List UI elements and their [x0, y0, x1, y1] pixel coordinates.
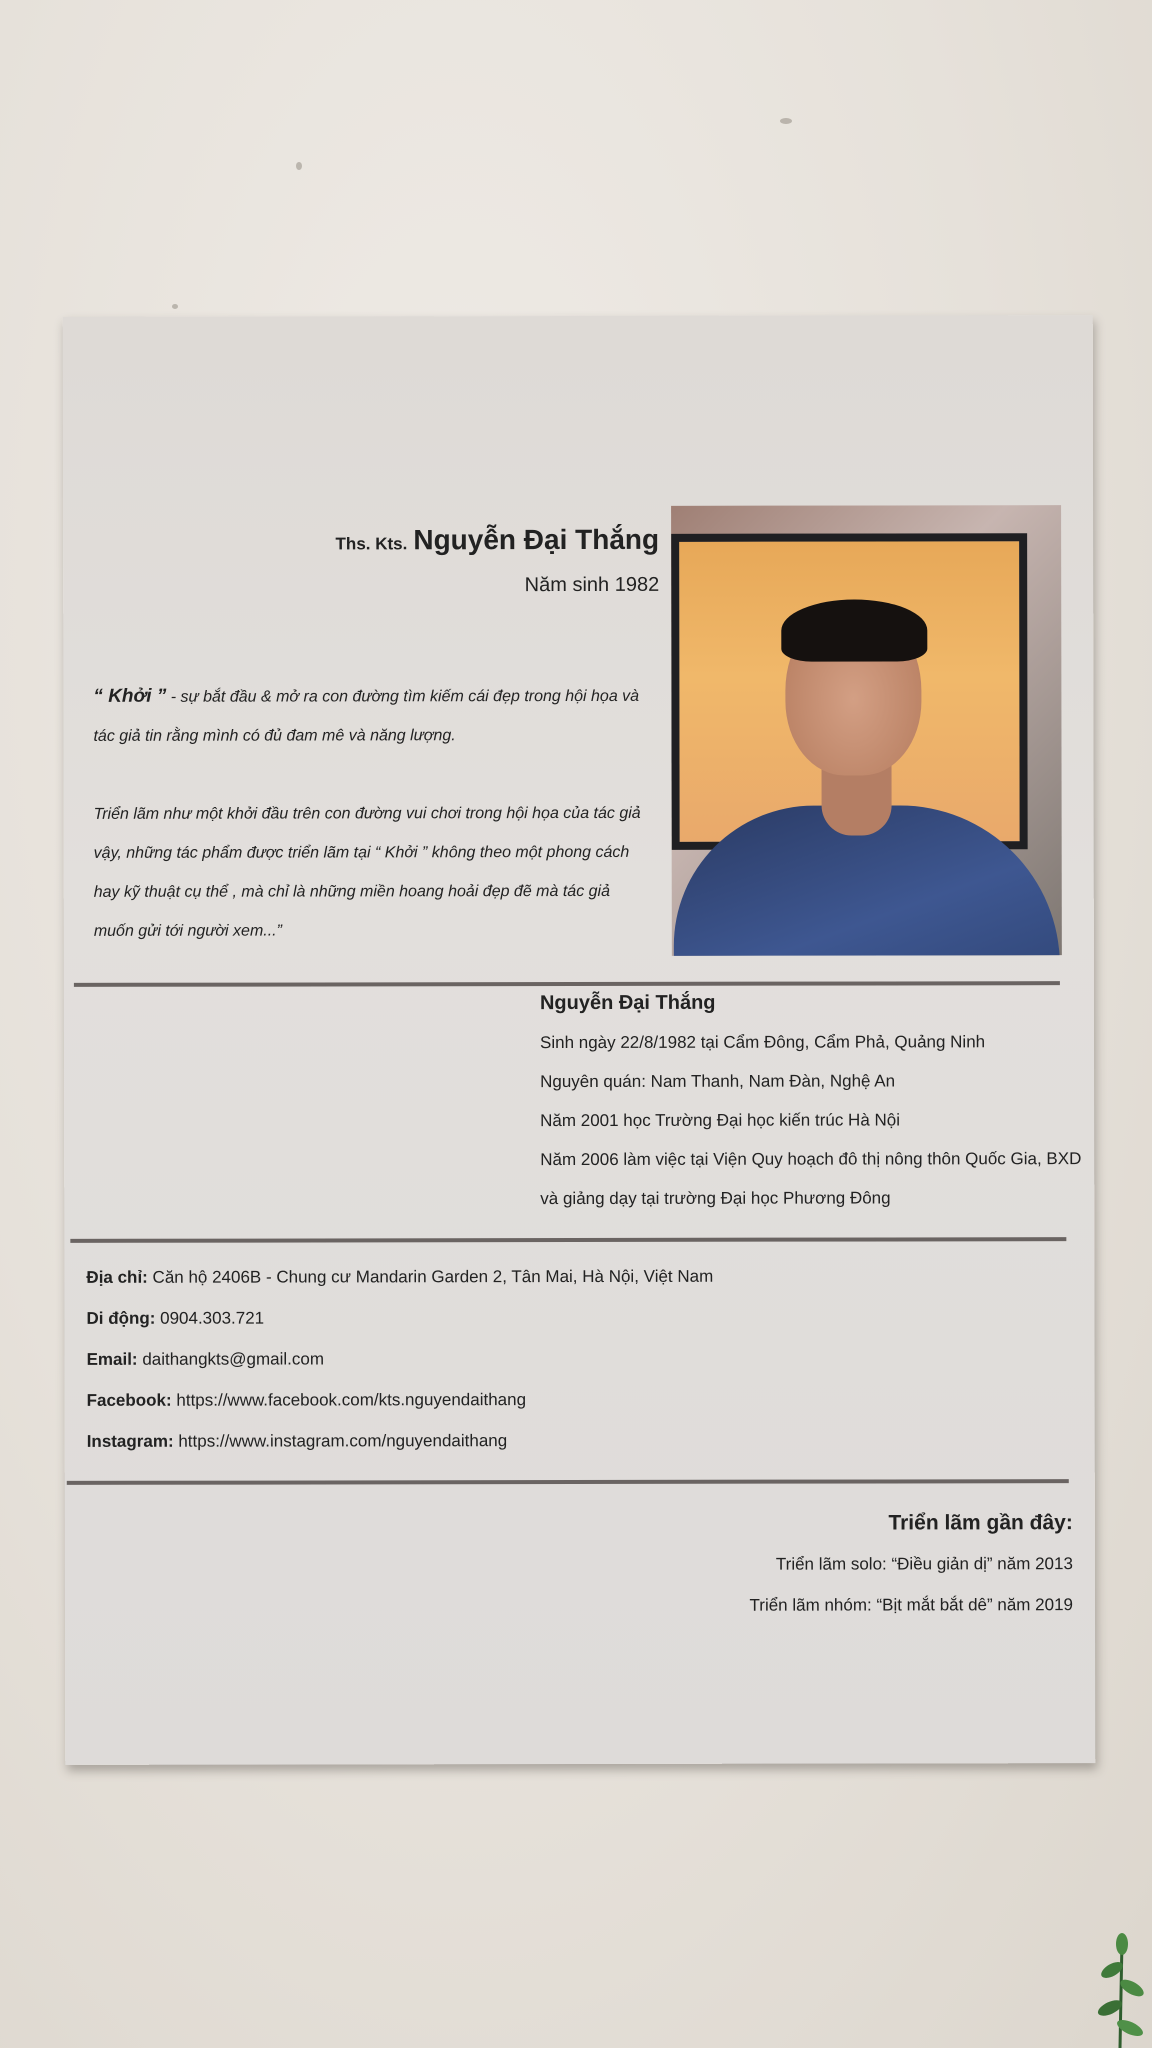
contact-instagram — [87, 1420, 714, 1462]
biography — [540, 991, 1082, 1218]
contact-label: Di động: — [86, 1308, 156, 1328]
contact-info — [86, 1256, 713, 1462]
quote-paragraph-1 — [93, 676, 653, 756]
exhibitions-heading: Triển lãm gần đây: — [888, 1511, 1073, 1535]
artist-title — [336, 524, 660, 557]
recent-exhibitions — [749, 1511, 1073, 1626]
bio-line: Nguyên quán: Nam Thanh, Nam Đàn, Nghệ An — [540, 1071, 896, 1092]
exhibition-quote — [93, 676, 654, 990]
birth-year: Năm sinh 1982 — [524, 573, 660, 597]
contact-label: Địa chỉ: — [86, 1267, 148, 1287]
quote-text-1: - sự bắt đầu & mở ra con đường tìm kiếm cái đẹp trong hội họa và tác giả tin rằng mình có đủ đam mê và năng lượng. — [93, 687, 640, 745]
contact-address — [86, 1256, 713, 1298]
contact-value: 0904.303.721 — [155, 1308, 265, 1328]
contact-label: Facebook: — [86, 1390, 172, 1410]
bio-line: và giảng dạy tại trường Đại học Phương Đông — [540, 1188, 891, 1209]
artist-name-heading: Nguyễn Đại Thắng — [413, 523, 660, 556]
artist-portrait-photo — [671, 505, 1062, 956]
divider-3 — [67, 1479, 1069, 1485]
divider-2 — [70, 1237, 1066, 1243]
wall-speck — [172, 304, 178, 309]
contact-label: Instagram: — [86, 1431, 174, 1451]
wall-speck — [296, 162, 302, 170]
bio-name: Nguyễn Đại Thắng — [539, 991, 716, 1015]
bio-line: Năm 2006 làm việc tại Viện Quy hoạch đô thị nông thôn Quốc Gia, BXD — [540, 1149, 1082, 1170]
contact-value: https://www.instagram.com/nguyendaithang — [173, 1431, 508, 1451]
wall-speck — [780, 118, 792, 124]
contact-facebook — [87, 1379, 714, 1421]
contact-value: daithangkts@gmail.com — [137, 1349, 325, 1369]
exhibition-item: Triển lãm solo: “Điều giản dị” năm 2013 — [775, 1554, 1073, 1574]
contact-phone — [86, 1297, 713, 1339]
plant-leaves — [1090, 1900, 1150, 2048]
exhibition-item: Triển lãm nhóm: “Bịt mắt bắt dê” năm 2019 — [749, 1595, 1074, 1615]
bio-line: Sinh ngày 22/8/1982 tại Cẩm Đông, Cẩm Phả, Quảng Ninh — [539, 1032, 986, 1053]
contact-value: https://www.facebook.com/kts.nguyendaithang — [171, 1390, 527, 1410]
contact-email — [87, 1338, 714, 1380]
artist-poster — [63, 315, 1096, 1765]
quote-paragraph-2: Triển lãm như một khởi đầu trên con đường vui chơi trong hội họa của tác giả vậy, những tác phẩm được triển lãm tại “ Khởi ” không theo một phong cách hay kỹ thuật cụ thể , mà chỉ là những miền hoang hoải đẹp đẽ mà tác giả muốn gửi tới người xem...” — [93, 804, 641, 940]
title-prefix: Ths. Kts. — [335, 534, 408, 554]
portrait-hair — [781, 599, 927, 661]
divider-1 — [74, 981, 1060, 987]
contact-value: Căn hộ 2406B - Chung cư Mandarin Garden 2, Tân Mai, Hà Nội, Việt Nam — [147, 1266, 714, 1287]
contact-label: Email: — [86, 1349, 138, 1369]
quote-title: “ Khởi ” — [93, 685, 167, 707]
bio-line: Năm 2001 học Trường Đại học kiến trúc Hà Nội — [540, 1110, 901, 1131]
